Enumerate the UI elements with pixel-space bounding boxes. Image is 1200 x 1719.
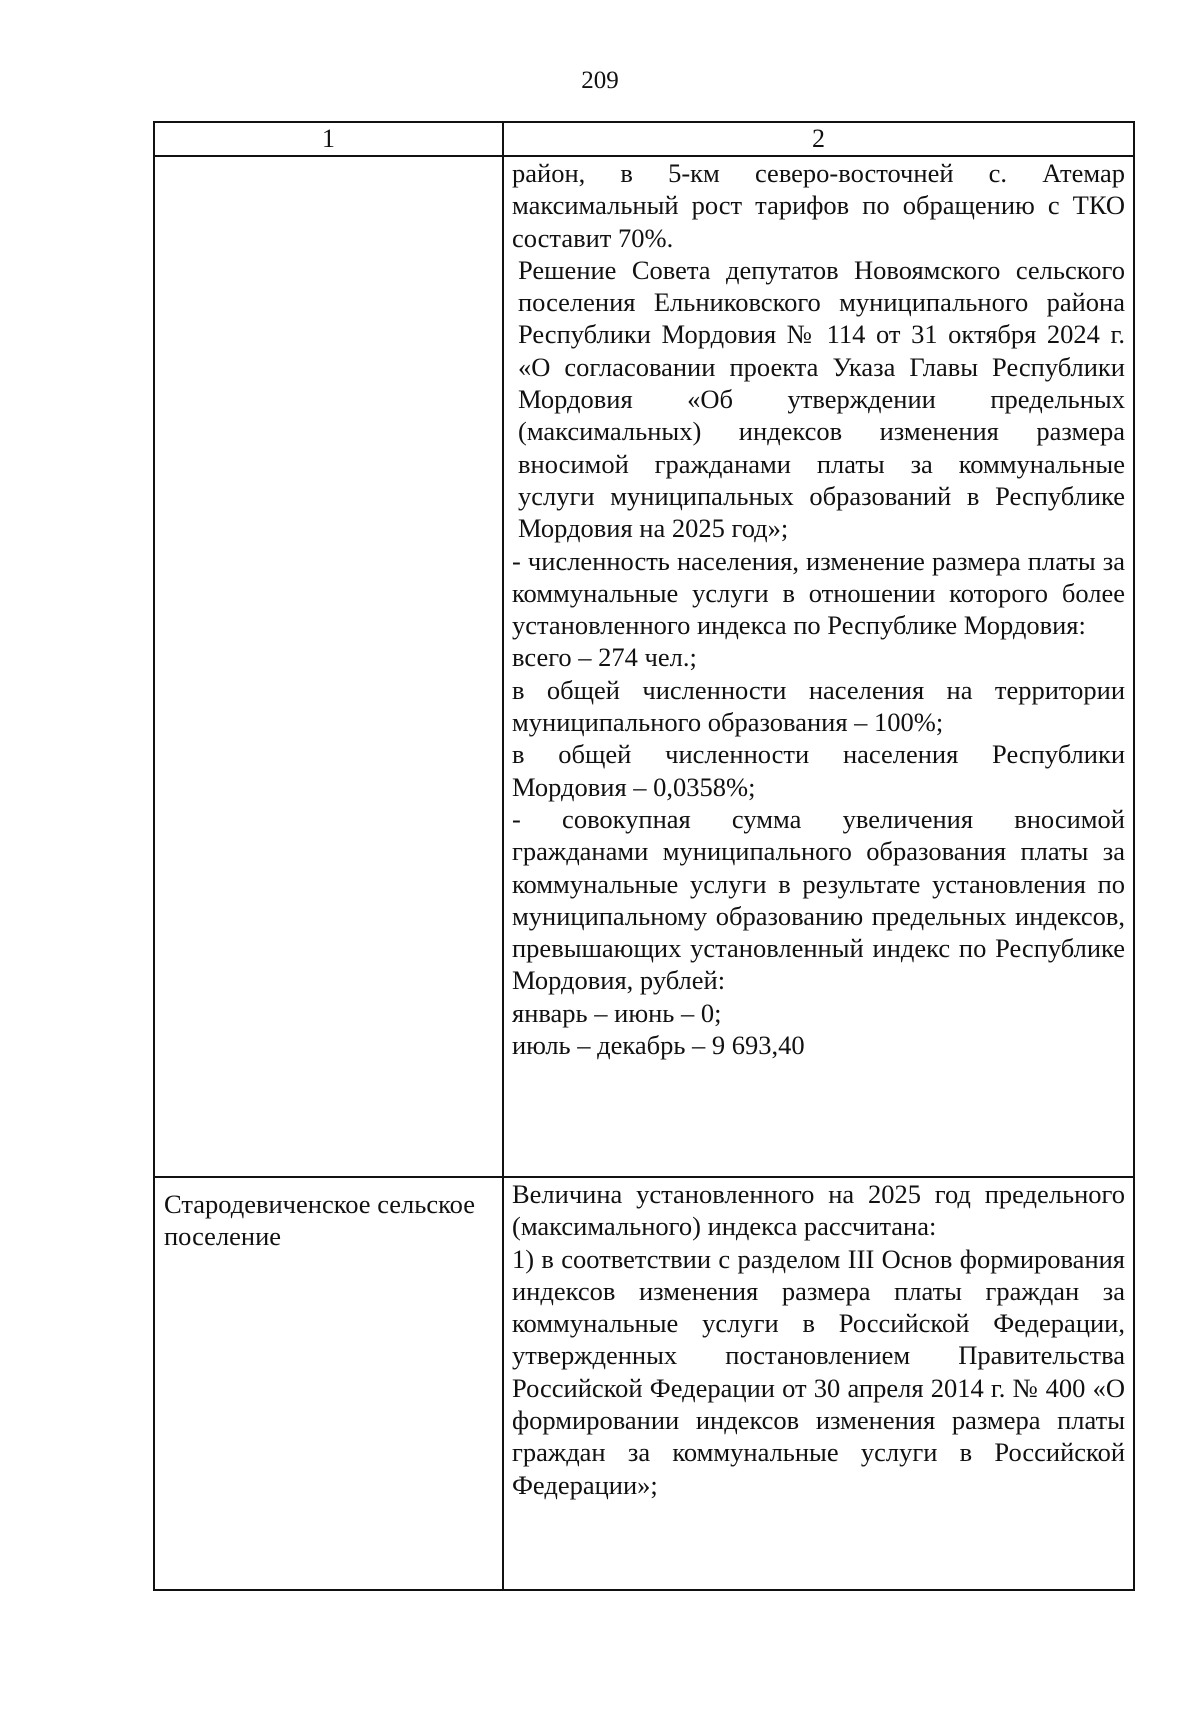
page-number: 209 bbox=[581, 67, 619, 94]
paragraph: - численность населения, изменение размера платы за коммунальные услуги в отношении которого более установленного индекса по Республике Мордовия: bbox=[512, 545, 1125, 641]
paragraph: район, в 5-км северо-восточней с. Атемар максимальный рост тарифов по обращению с ТКО составит 70%. bbox=[512, 158, 1125, 253]
paragraph: в общей численности населения на территории муниципального образования – 100%; bbox=[512, 674, 1125, 738]
paragraph: - совокупная сумма увеличения вносимой гражданами муниципального образования платы за коммунальные услуги в результате установления по муниципальному образованию предельных индексов, превышающих установленный индекс по Республике Мордовия, рублей: bbox=[512, 803, 1125, 996]
paragraph: январь – июнь – 0; bbox=[512, 997, 722, 1028]
paragraph: всего – 274 чел.; bbox=[512, 642, 697, 673]
row-2-description-cell bbox=[503, 1177, 1134, 1590]
paragraph: в общей численности населения Республики Мордовия – 0,0358%; bbox=[512, 739, 1125, 802]
row-2-municipality-cell: Стародевиченское сельское поселение bbox=[154, 1177, 503, 1590]
table-header-row bbox=[154, 122, 1134, 156]
row-1-municipality-cell bbox=[154, 156, 503, 1177]
paragraph: Решение Совета депутатов Новоямского сельского поселения Ельниковского муниципального района Республики Мордовия № 114 от 31 октября 2024 г. «О согласовании проекта Указа Главы Республики Мордовия «Об утверждении предельных (максимальных) индексов изменения размера вносимой гражданами платы за коммунальные услуги муниципальных образований в Республике Мордовия на 2025 год»; bbox=[518, 254, 1125, 544]
paragraph: 1) в соответствии с разделом III Основ формирования индексов изменения размера платы граждан за коммунальные услуги в Российской Федерации, утвержденных постановлением Правительства Российской Федерации от 30 апреля 2014 г. № 400 «О формировании индексов изменения размера платы граждан за коммунальные услуги в Российской Федерации»; bbox=[512, 1243, 1125, 1500]
paragraph: июль – декабрь – 9 693,40 bbox=[512, 1030, 805, 1061]
column-header-2: 2 bbox=[503, 122, 1134, 156]
document-table bbox=[153, 121, 1135, 1591]
column-header-1: 1 bbox=[154, 122, 503, 156]
paragraph: Величина установленного на 2025 год предельного (максимального) индекса рассчитана: bbox=[512, 1179, 1125, 1242]
table-row bbox=[154, 156, 1134, 1177]
row-1-description-cell bbox=[503, 156, 1134, 1177]
table-row bbox=[154, 1177, 1134, 1590]
